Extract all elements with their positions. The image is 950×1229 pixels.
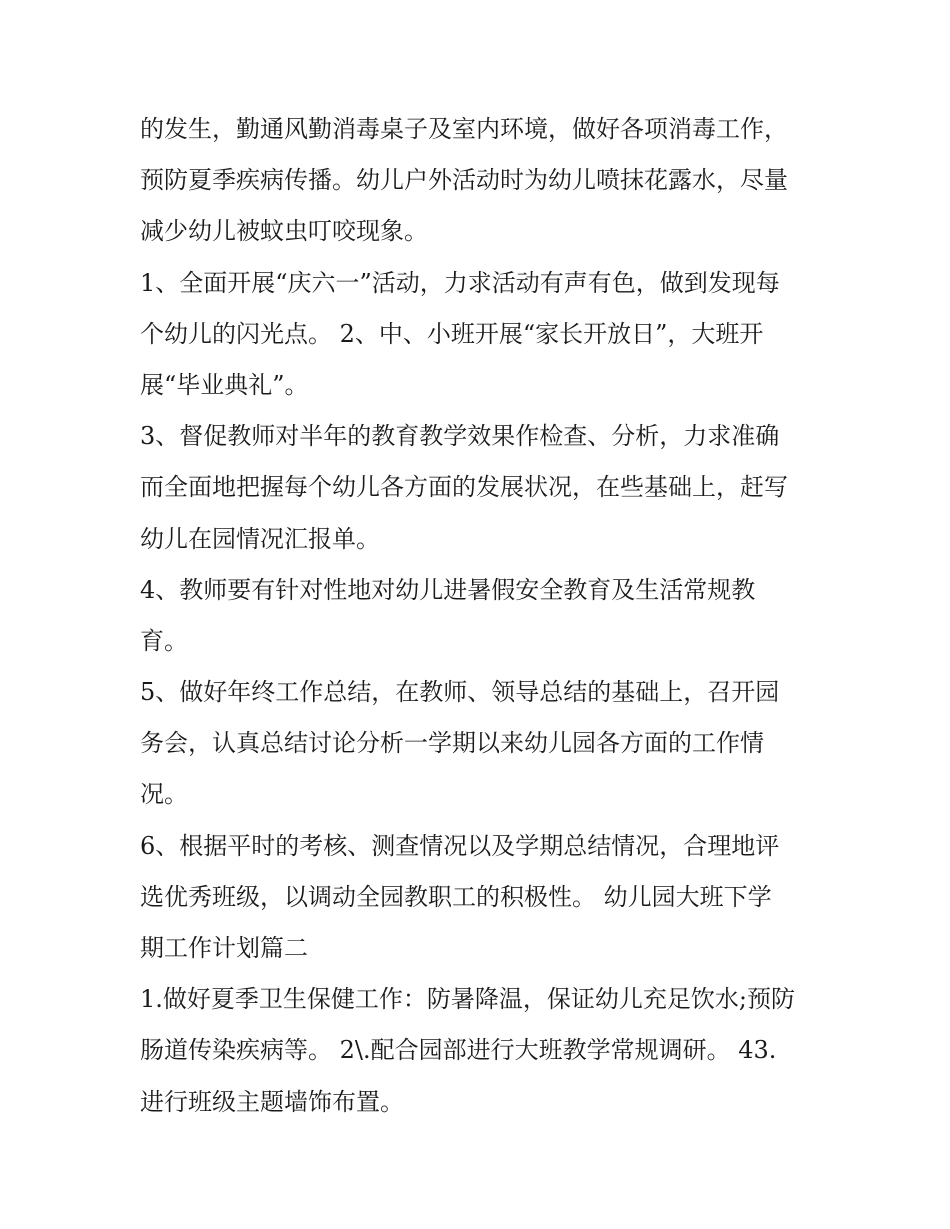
text-line: 肠道传染疾病等。 2\.配合园部进行大班教学常规调研。 43.	[140, 1036, 777, 1065]
text-line: 预防夏季疾病传播。幼儿户外活动时为幼儿喷抹花露水，尽量	[140, 166, 788, 195]
text-line: 而全面地把握每个幼儿各方面的发展状况，在些基础上，赶写	[140, 473, 788, 502]
text-line: 减少幼儿被蚊虫叮咬现象。	[140, 217, 428, 246]
text-line: 的发生，勤通风勤消毒桌子及室内环境，做好各项消毒工作，	[140, 115, 788, 143]
text-line: 4、教师要有针对性地对幼儿进暑假安全教育及生活常规教	[140, 575, 756, 604]
document-body	[140, 104, 820, 1128]
text-line: 务会，认真总结讨论分析一学期以来幼儿园各方面的工作情	[140, 729, 764, 758]
text-line: 6、根据平时的考核、测查情况以及学期总结情况，合理地评	[140, 831, 780, 860]
text-line: 况。	[140, 780, 188, 809]
text-line: 个幼儿的闪光点。 2、中、小班开展“家长开放日”，大班开	[140, 319, 764, 348]
text-line: 幼儿在园情况汇报单。	[140, 524, 380, 553]
text-line: 进行班级主题墙饰布置。	[140, 1087, 404, 1116]
text-line: 选优秀班级，以调动全园教职工的积极性。 幼儿园大班下学	[140, 882, 772, 911]
text-line: 1.做好夏季卫生保健工作：防暑降温，保证幼儿充足饮水;预防	[140, 985, 795, 1014]
text-line: 3、督促教师对半年的教育教学效果作检查、分析，力求准确	[140, 422, 780, 451]
text-line: 5、做好年终工作总结，在教师、领导总结的基础上，召开园	[140, 678, 780, 707]
text-line: 展“毕业典礼”。	[140, 370, 309, 399]
text-line: 期工作计划篇二	[140, 934, 308, 962]
text-line: 1、全面开展“庆六一”活动，力求活动有声有色，做到发现每	[140, 268, 780, 297]
text-line: 育。	[140, 626, 188, 655]
